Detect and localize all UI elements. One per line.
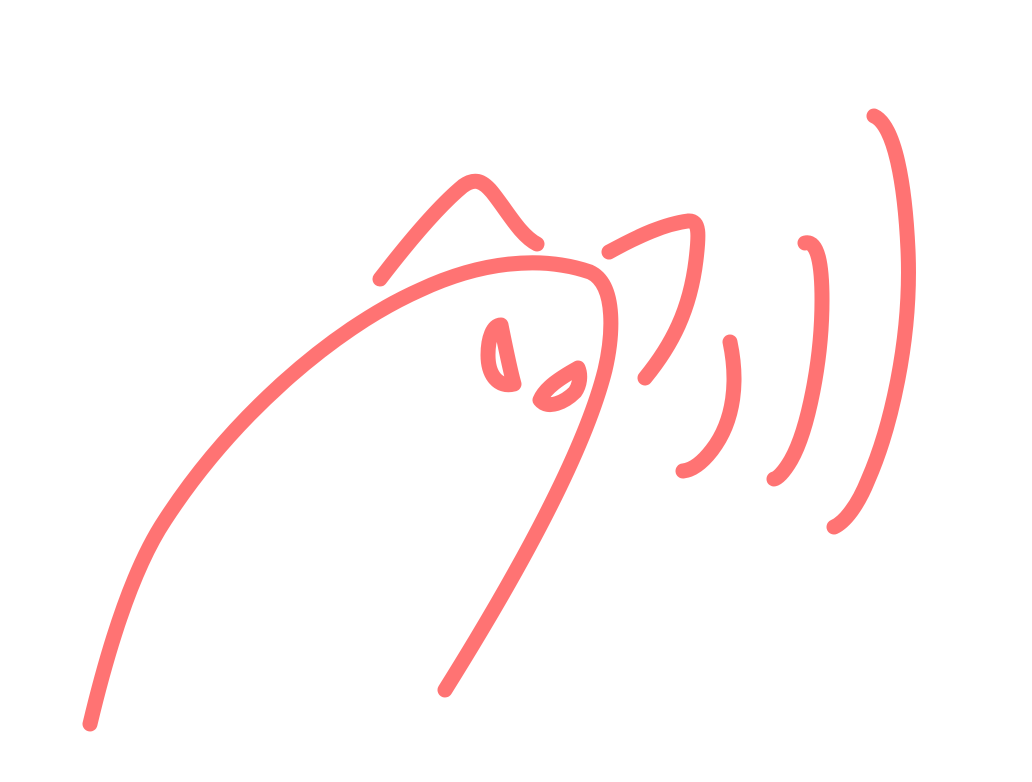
sound-wave-medium (774, 243, 822, 479)
sound-wave-large (834, 116, 908, 527)
cat-body-outline (90, 263, 611, 724)
sound-wave-small (683, 342, 734, 471)
cat-right-ear (609, 221, 698, 378)
cat-mouth (540, 368, 580, 405)
cat-eye (488, 325, 514, 385)
